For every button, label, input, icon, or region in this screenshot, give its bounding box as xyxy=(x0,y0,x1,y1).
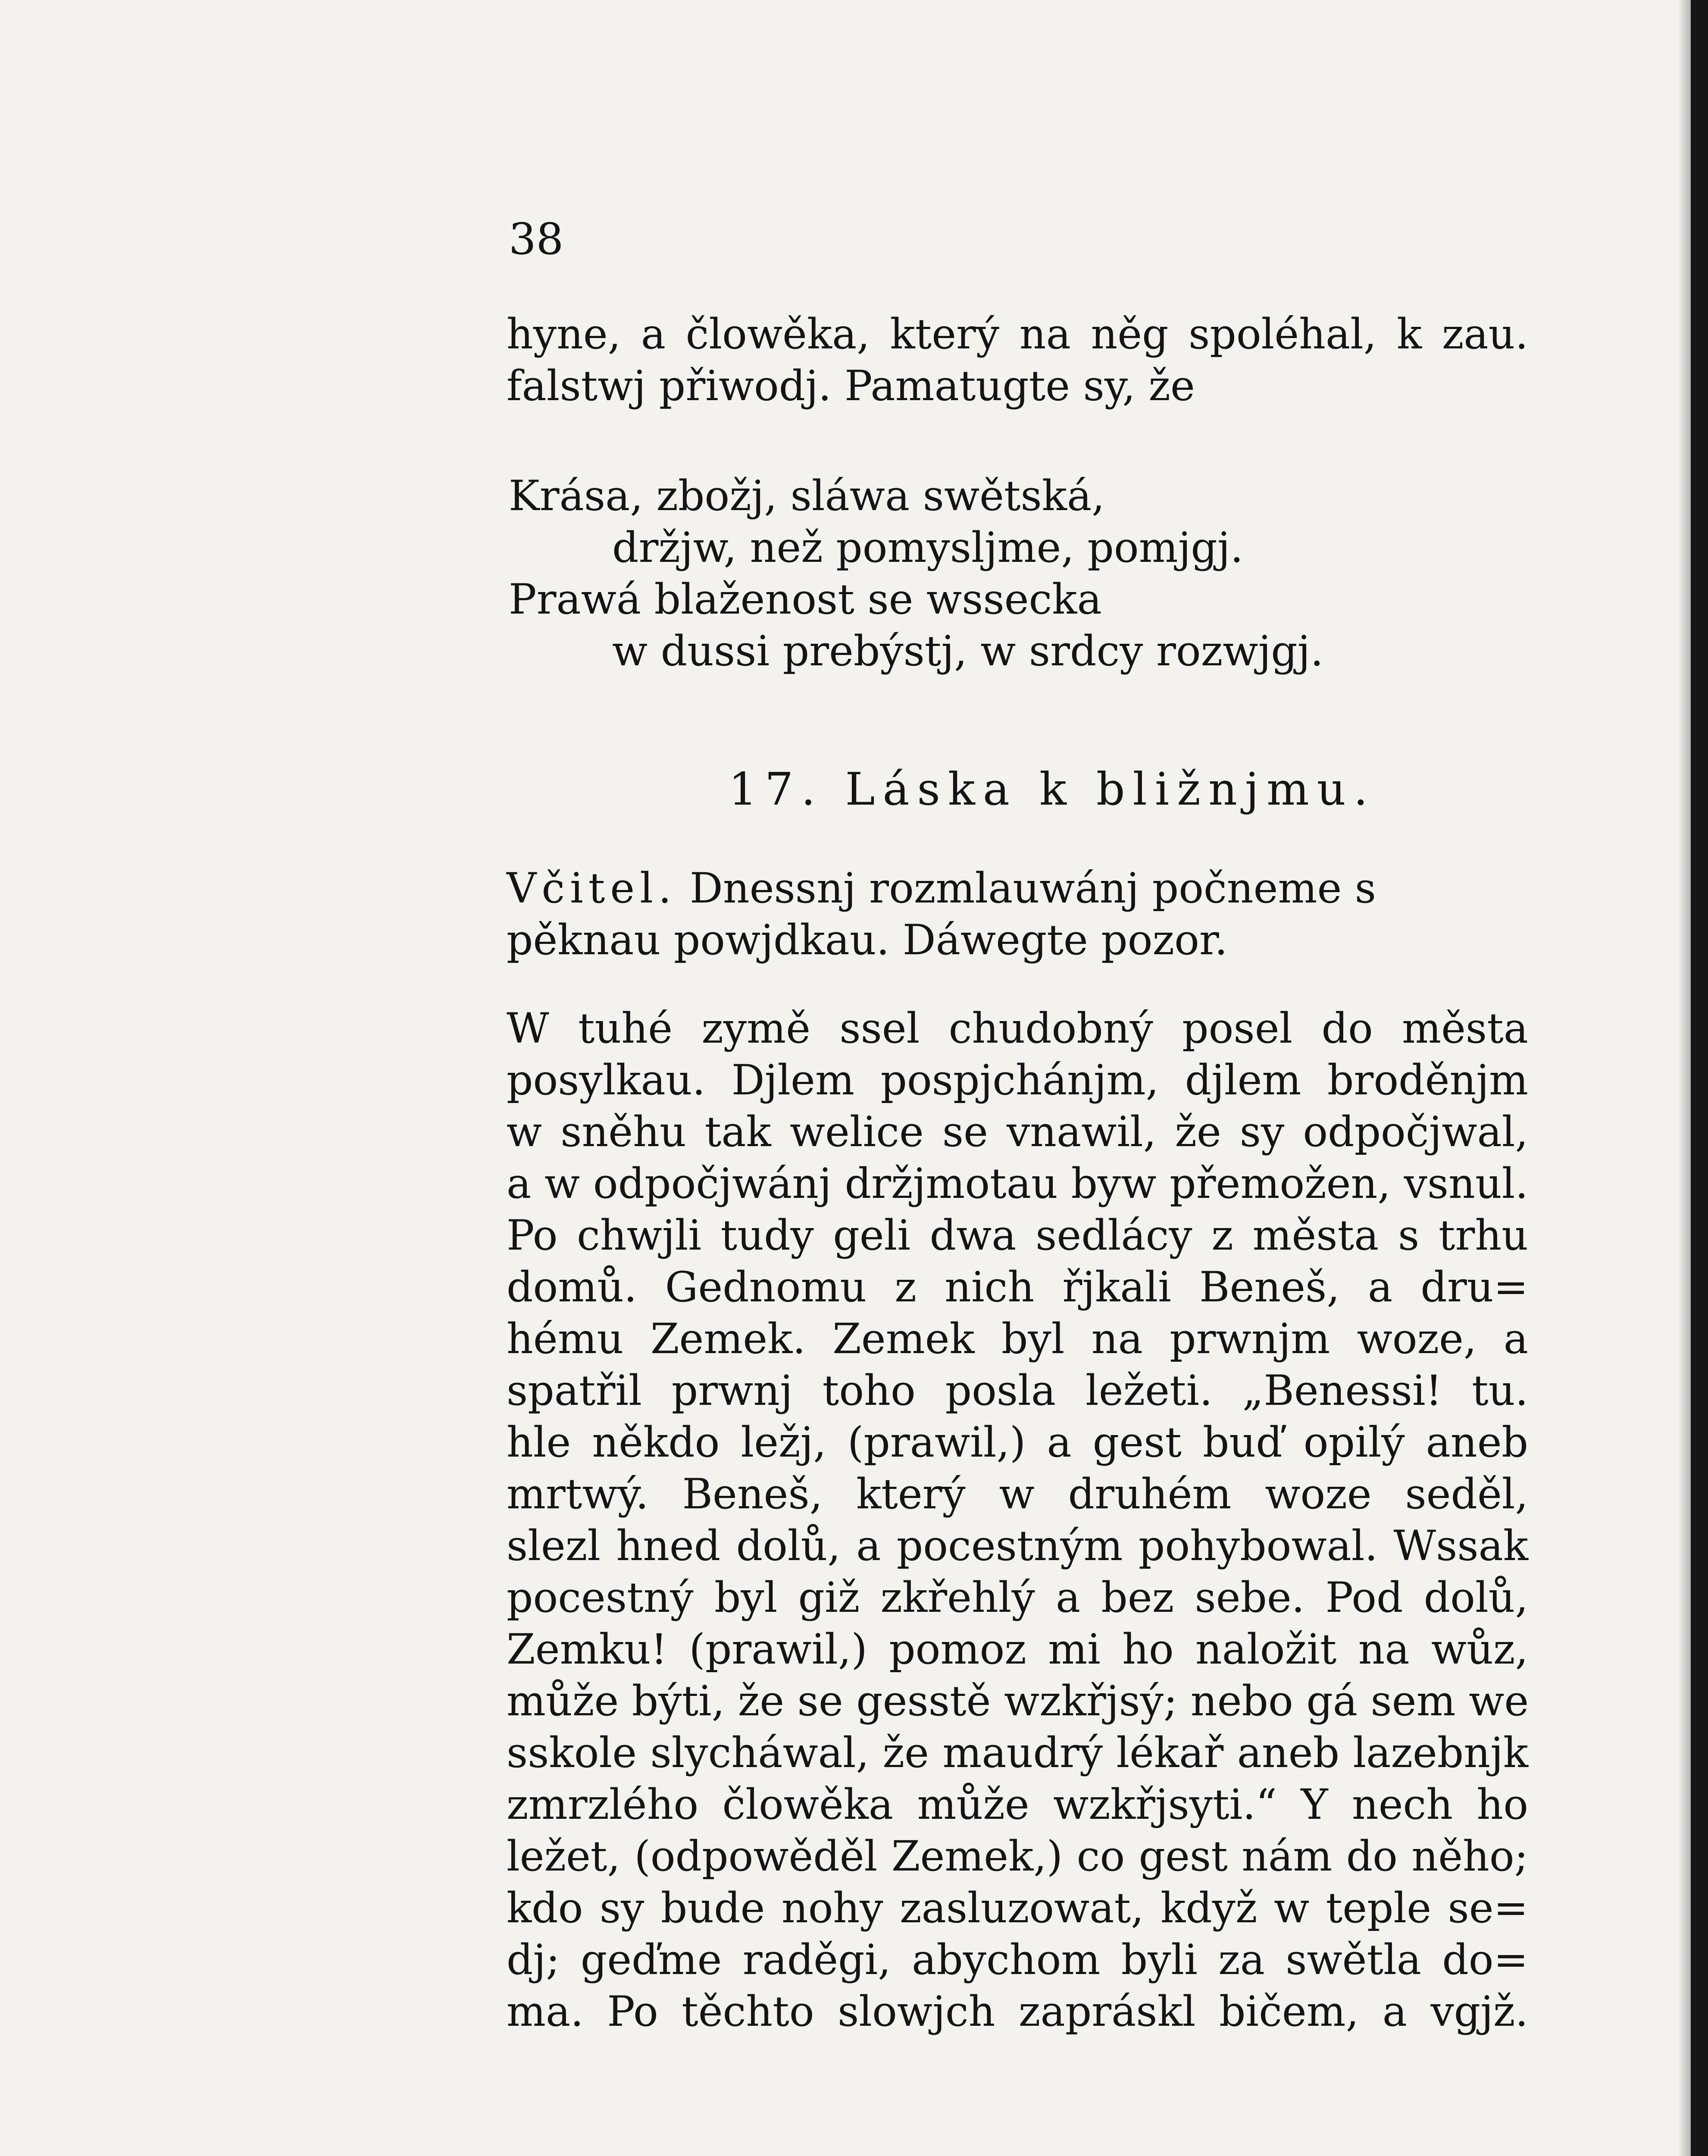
verse-line: držjw, než pomysljme, pomjgj. xyxy=(612,523,1244,572)
story-line: w sněhu tak welice se vnawil, že sy odpočjwal, xyxy=(507,1108,1528,1156)
story-line: zmrzlého člowěka může wzkřjsyti.“ Y nech ho xyxy=(507,1780,1528,1829)
page-number: 38 xyxy=(509,214,564,264)
story-line: slezl hned dolů, a pocestným pohybowal. Wssak xyxy=(507,1522,1528,1570)
story-line: ležet, (odpowěděl Zemek,) co gest nám do něho; xyxy=(507,1832,1528,1880)
verse-line: w dussi prebýstj, w srdcy rozwjgj. xyxy=(612,627,1323,675)
story-line: může býti, že se gesstě wzkřjsý; nebo gá sem we xyxy=(507,1677,1529,1725)
intro-line: falstwj přiwodj. Pamatugte sy, že xyxy=(507,362,1195,410)
teacher-text: Dnessnj rozmlauwánj počneme s xyxy=(689,864,1376,912)
story-line: dj; geďme raděgi, abychom byli za swětla do= xyxy=(507,1936,1528,1984)
story-line: W tuhé zymě ssel chudobný posel do města xyxy=(507,1004,1528,1053)
story-line: domů. Gednomu z nich řjkali Beneš, a dru= xyxy=(507,1263,1528,1311)
story-line: mrtwý. Beneš, který w druhém woze seděl, xyxy=(507,1470,1528,1518)
story-line: hému Zemek. Zemek byl na prwnjm woze, a xyxy=(507,1315,1528,1363)
teacher-line: pěknau powjdkau. Dáwegte pozor. xyxy=(507,916,1228,964)
verse-line: Krása, zbožj, sláwa swětská, xyxy=(509,472,1105,520)
story-line: ma. Po těchto slowjch zapráskl bičem, a vgjž. xyxy=(507,1987,1528,2036)
story-line: Po chwjli tudy geli dwa sedlácy z města s trhu xyxy=(507,1211,1528,1260)
story-line: Zemku! (prawil,) pomoz mi ho naložit na wůz, xyxy=(507,1625,1528,1673)
story-line: posylkau. Djlem pospjchánjm, djlem broděnjm xyxy=(507,1056,1528,1104)
story-line: a w odpočjwánj držjmotau byw přemožen, vsnul. xyxy=(507,1159,1528,1208)
section-heading: 17. Láska k bližnjmu. xyxy=(729,763,1376,815)
verse-line: Prawá blaženost se wssecka xyxy=(509,575,1102,624)
scan-dark-edge xyxy=(1691,0,1708,2156)
story-line: pocestný byl giž zkřehlý a bez sebe. Pod dolů, xyxy=(507,1573,1528,1622)
story-line: kdo sy bude nohy zasluzowat, když w teple se= xyxy=(507,1884,1528,1932)
intro-line: hyne, a člowěka, který na něg spoléhal, k zau. xyxy=(507,310,1528,358)
story-line: hle někdo ležj, (prawil,) a gest buď opilý aneb xyxy=(507,1418,1528,1467)
story-line: spatřil prwnj toho posla ležeti. „Benessi! tu. xyxy=(507,1366,1528,1415)
page-edge-shadow xyxy=(1678,0,1691,2156)
teacher-line xyxy=(507,862,1376,914)
story-line: sskole slycháwal, že maudrý lékař aneb lazebnjk xyxy=(507,1729,1528,1777)
teacher-label: Včitel. xyxy=(507,864,677,912)
